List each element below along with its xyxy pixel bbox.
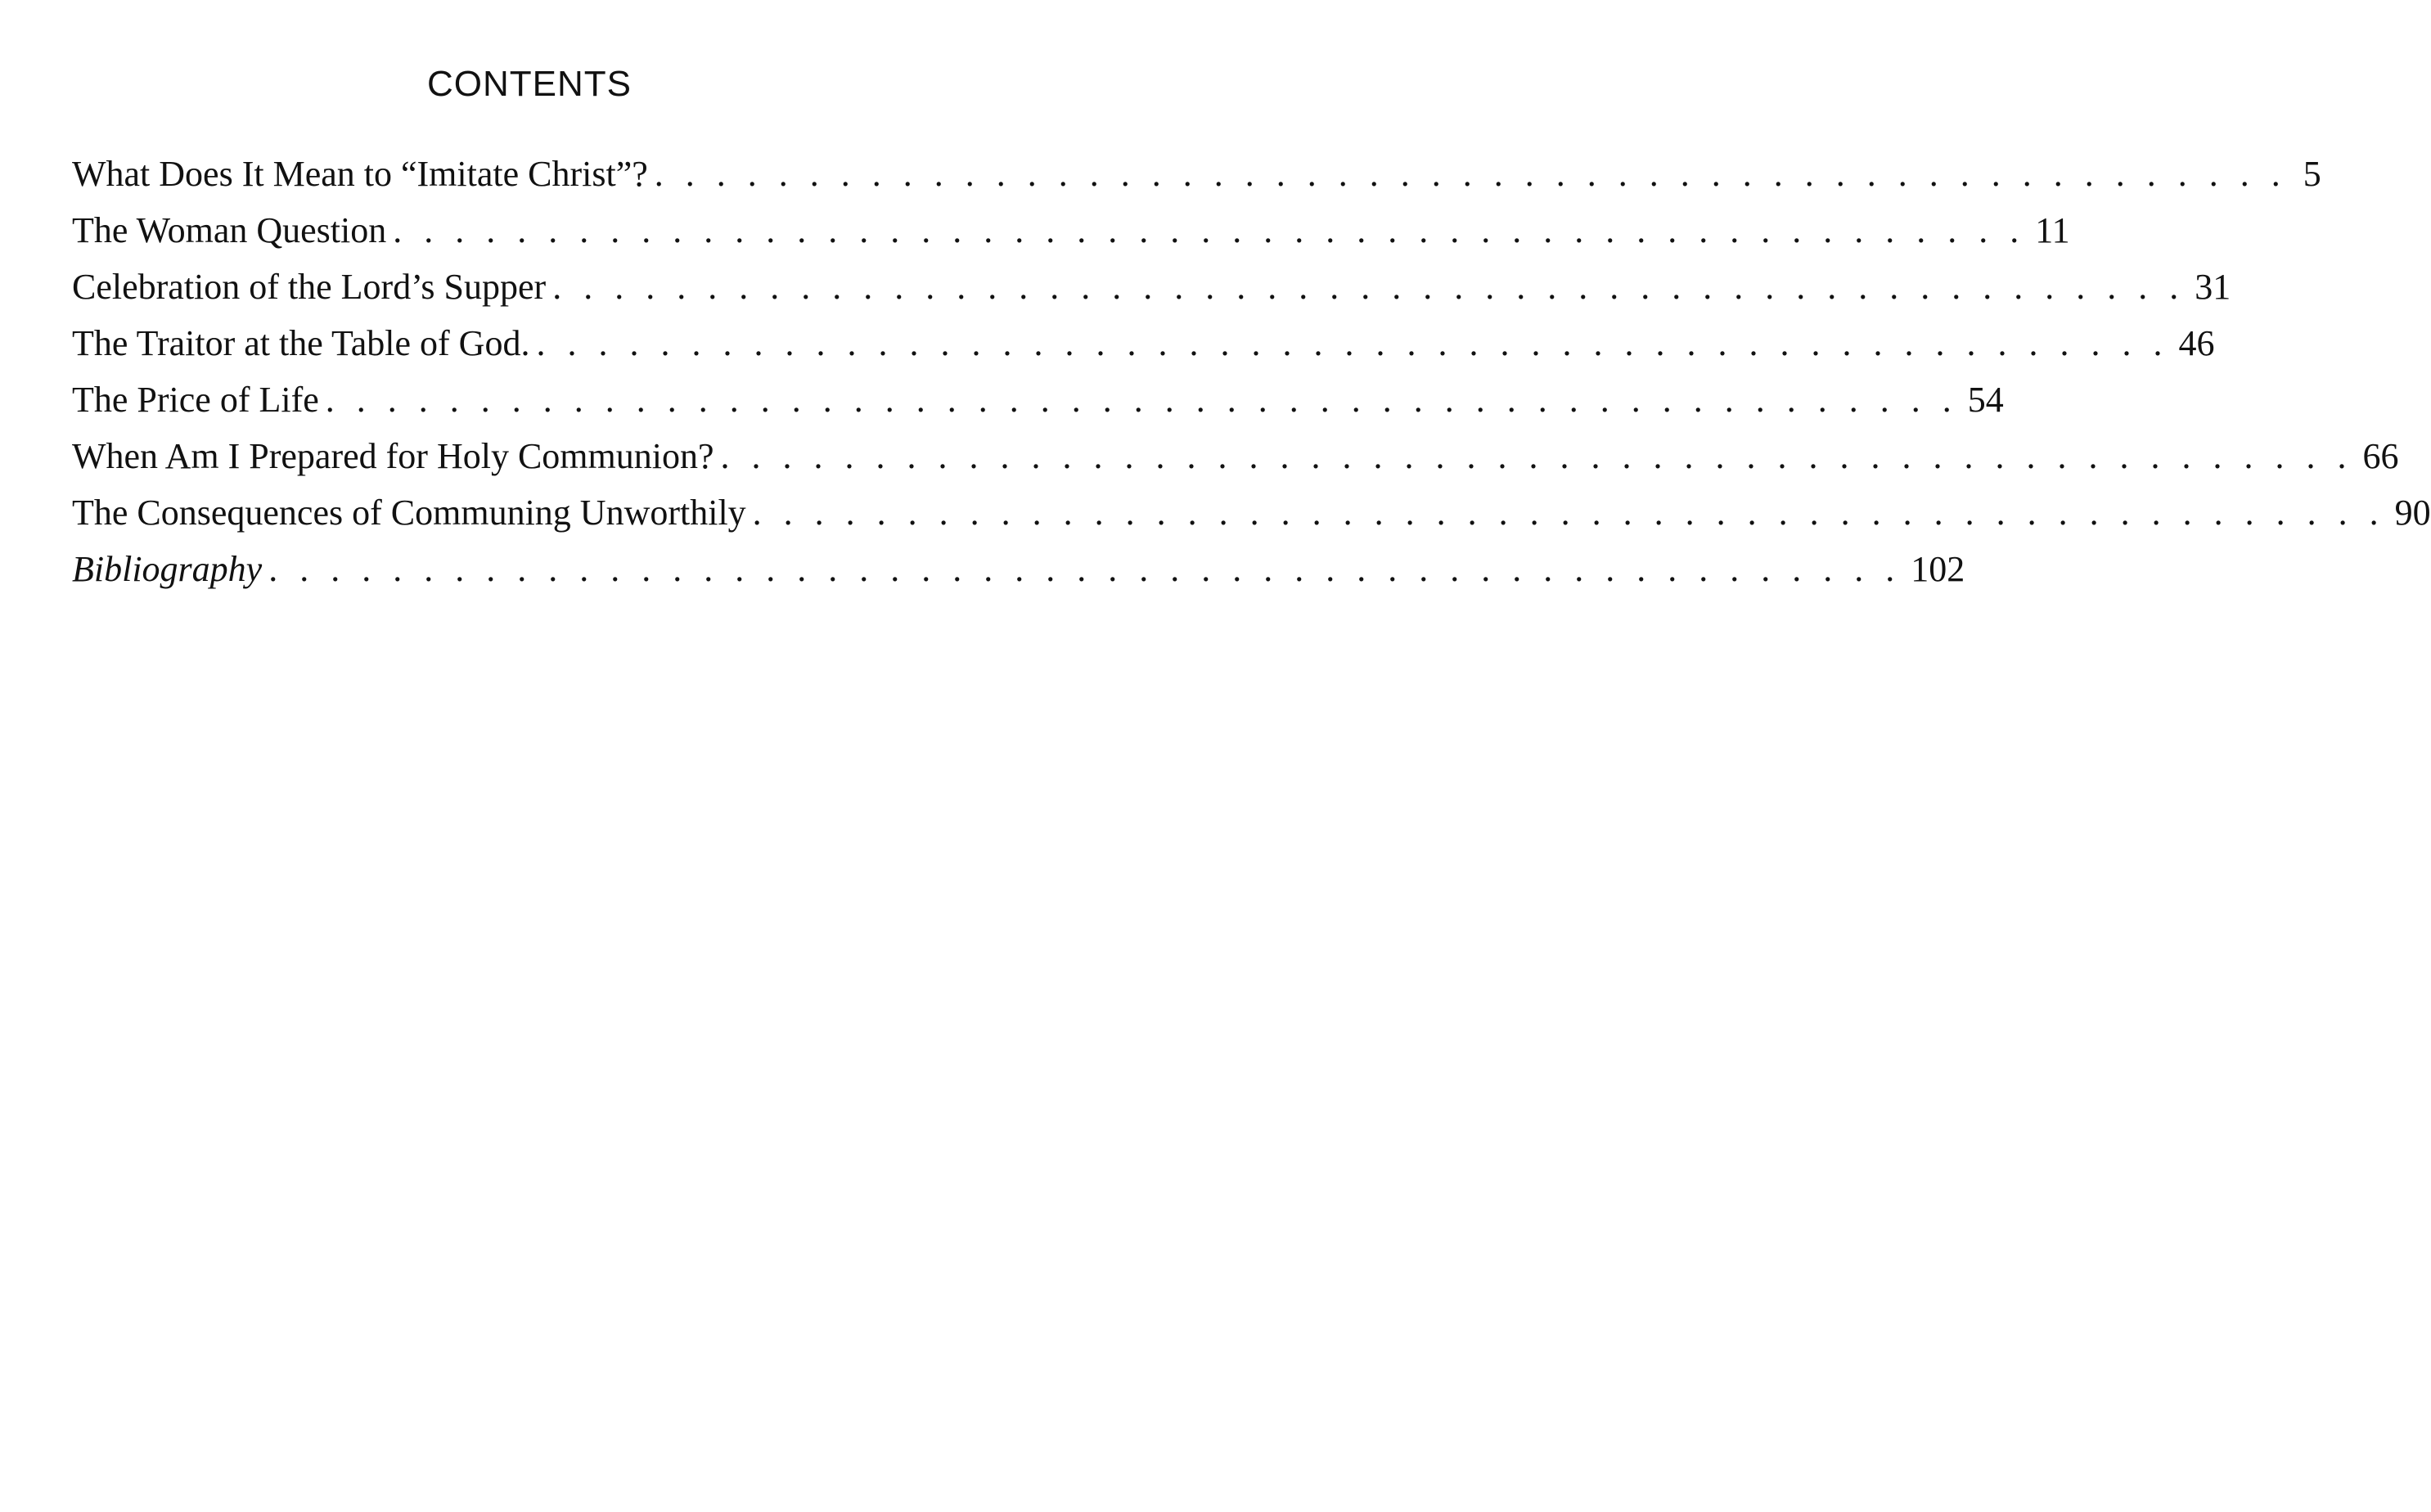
toc-entry-page: 66 [2362, 436, 2399, 476]
toc-entry-label: The Traitor at the Table of God. [72, 323, 530, 363]
toc-entry-label: What Does It Mean to “Imitate Christ”? [72, 154, 648, 194]
toc-entry-label: Bibliography [72, 549, 263, 589]
dot-leader: . . . . . . . . . . . . . . . . . . . . . . . . . . . . . . . . . . . . . . . . . . . . . . . . . . . . . [552, 267, 2186, 307]
toc-entry-page: 102 [1911, 549, 1965, 589]
toc-entry-label: The Woman Question [72, 210, 387, 250]
toc-entry [72, 541, 1965, 597]
toc-entry-page: 54 [1967, 380, 2004, 420]
toc-entry-label: When Am I Prepared for Holy Communion? [72, 436, 714, 476]
toc-entry-label: Celebration of the Lord’s Supper [72, 267, 547, 307]
toc-entry [72, 315, 2215, 371]
toc-entry [72, 259, 2231, 315]
toc-entry [72, 146, 2321, 202]
dot-leader: . . . . . . . . . . . . . . . . . . . . . . . . . . . . . . . . . . . . . . . . . . . . . . . . . . . . . [720, 436, 2353, 476]
toc-entry-page: 5 [2303, 154, 2321, 194]
dot-leader: . . . . . . . . . . . . . . . . . . . . . . . . . . . . . . . . . . . . . . . . . . . . . . . . . . . . . [752, 493, 2385, 533]
toc-entry-label: The Price of Life [72, 380, 319, 420]
toc-entry-label: The Consequences of Communing Unworthily [72, 493, 746, 533]
table-of-contents [72, 146, 2431, 597]
dot-leader: . . . . . . . . . . . . . . . . . . . . . . . . . . . . . . . . . . . . . . . . . . . . . . . . . . . . . [536, 323, 2169, 363]
toc-entry-page: 46 [2178, 323, 2215, 363]
toc-entry [72, 202, 2070, 259]
toc-entry [72, 371, 2004, 428]
dot-leader: . . . . . . . . . . . . . . . . . . . . . . . . . . . . . . . . . . . . . . . . . . . . . . . . . . . . . [268, 549, 1902, 589]
toc-entry [72, 484, 2431, 541]
toc-entry-page: 11 [2035, 210, 2070, 250]
toc-entry [72, 428, 2399, 484]
dot-leader: . . . . . . . . . . . . . . . . . . . . . . . . . . . . . . . . . . . . . . . . . . . . . . . . . . . . . [654, 154, 2287, 194]
toc-entry-page: 90 [2394, 493, 2431, 533]
dot-leader: . . . . . . . . . . . . . . . . . . . . . . . . . . . . . . . . . . . . . . . . . . . . . . . . . . . . . [393, 210, 2026, 250]
page-title: CONTENTS [427, 64, 632, 104]
dot-leader: . . . . . . . . . . . . . . . . . . . . . . . . . . . . . . . . . . . . . . . . . . . . . . . . . . . . . [325, 380, 1958, 420]
toc-entry-page: 31 [2195, 267, 2231, 307]
